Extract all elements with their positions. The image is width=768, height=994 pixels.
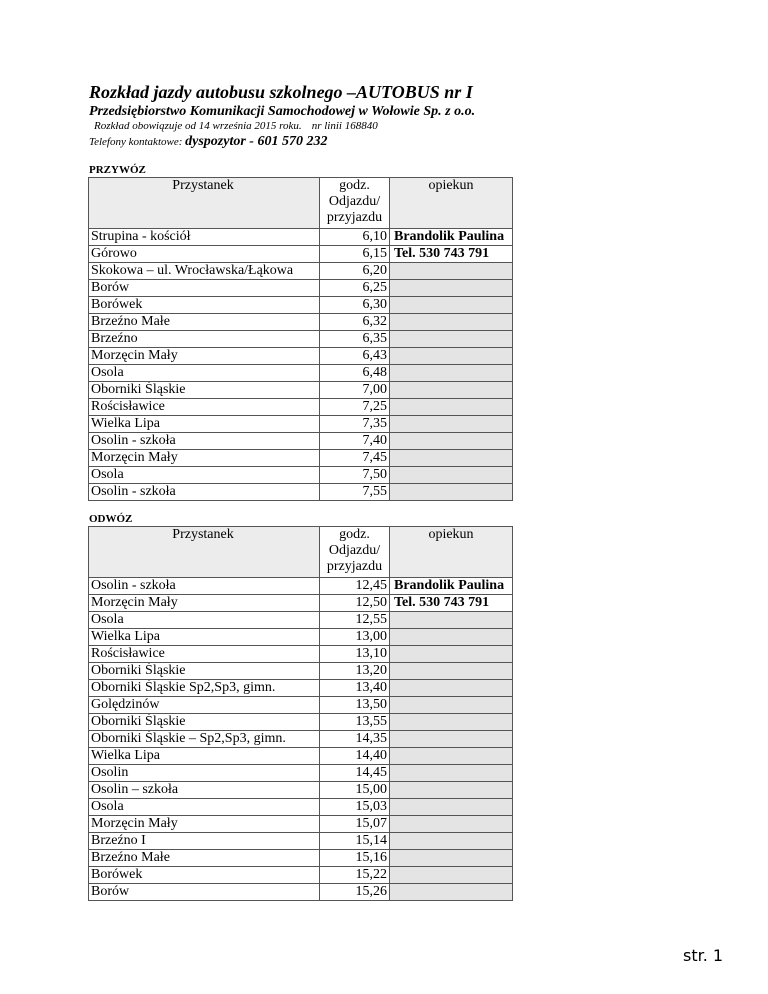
- stop-name: Strupina - kościół: [89, 229, 320, 246]
- departure-time: 15,14: [320, 833, 390, 850]
- section-label-odwoz: ODWÓZ: [89, 513, 133, 525]
- departure-time: 7,35: [320, 416, 390, 433]
- stop-name: Osolin - szkoła: [89, 433, 320, 450]
- stop-name: Osola: [89, 467, 320, 484]
- stop-name: Rościsławice: [89, 399, 320, 416]
- table-row: [89, 246, 513, 263]
- column-header-time-line: godz.: [339, 527, 370, 542]
- attendant-cell-empty: [390, 348, 513, 365]
- table-row: [89, 297, 513, 314]
- attendant-cell-empty: [390, 314, 513, 331]
- departure-time: 6,20: [320, 263, 390, 280]
- attendant-cell-empty: [390, 263, 513, 280]
- table-row: [89, 646, 513, 663]
- attendant-cell-empty: [390, 782, 513, 799]
- table-row: [89, 782, 513, 799]
- table-row: [89, 884, 513, 901]
- attendant-cell-empty: [390, 833, 513, 850]
- table-row: [89, 680, 513, 697]
- departure-time: 13,20: [320, 663, 390, 680]
- table-row: [89, 731, 513, 748]
- attendant-cell-empty: [390, 884, 513, 901]
- stop-name: Morzęcin Mały: [89, 348, 320, 365]
- stop-name: Brzeźno: [89, 331, 320, 348]
- table-row: [89, 595, 513, 612]
- attendant-cell-empty: [390, 467, 513, 484]
- stop-name: Brzeźno Małe: [89, 314, 320, 331]
- table-row: [89, 816, 513, 833]
- column-header-attendant: opiekun: [390, 178, 513, 229]
- table-row: [89, 280, 513, 297]
- stop-name: Oborniki Śląskie – Sp2,Sp3, gimn.: [89, 731, 320, 748]
- stop-name: Osolin – szkoła: [89, 782, 320, 799]
- table-row: [89, 229, 513, 246]
- table-row: [89, 663, 513, 680]
- table-row: [89, 484, 513, 501]
- attendant-cell-empty: [390, 297, 513, 314]
- column-header-stop: Przystanek: [89, 527, 320, 578]
- stop-name: Oborniki Śląskie: [89, 714, 320, 731]
- page-number: str. 1: [683, 946, 724, 965]
- attendant-cell-empty: [390, 765, 513, 782]
- departure-time: 15,16: [320, 850, 390, 867]
- table-row: [89, 612, 513, 629]
- stop-name: Osola: [89, 365, 320, 382]
- column-header-time-line: przyjazdu: [326, 559, 383, 574]
- contact-line: [89, 134, 327, 150]
- table-row: [89, 314, 513, 331]
- attendant-cell-empty: [390, 484, 513, 501]
- table-row: [89, 399, 513, 416]
- departure-time: 12,55: [320, 612, 390, 629]
- departure-time: 15,00: [320, 782, 390, 799]
- table-row: [89, 629, 513, 646]
- stop-name: Morzęcin Mały: [89, 595, 320, 612]
- attendant-cell-empty: [390, 612, 513, 629]
- attendant-cell-empty: [390, 697, 513, 714]
- attendant-phone: Tel. 530 743 791: [390, 246, 513, 263]
- column-header-time-line: Odjazdu/: [328, 543, 381, 558]
- table-row: [89, 365, 513, 382]
- departure-time: 6,25: [320, 280, 390, 297]
- stop-name: Borówek: [89, 297, 320, 314]
- section-label-przywoz: PRZYWÓZ: [89, 164, 146, 176]
- stop-name: Wielka Lipa: [89, 629, 320, 646]
- departure-time: 14,45: [320, 765, 390, 782]
- table-row: [89, 433, 513, 450]
- attendant-cell-empty: [390, 850, 513, 867]
- departure-time: 15,26: [320, 884, 390, 901]
- table-row: [89, 833, 513, 850]
- table-row: [89, 382, 513, 399]
- attendant-cell-empty: [390, 680, 513, 697]
- stop-name: Borów: [89, 884, 320, 901]
- table-row: [89, 331, 513, 348]
- departure-time: 14,40: [320, 748, 390, 765]
- attendant-cell-empty: [390, 382, 513, 399]
- attendant-name: Brandolik Paulina: [390, 229, 513, 246]
- dispatcher-phone: dyspozytor - 601 570 232: [185, 134, 328, 149]
- table-row: [89, 263, 513, 280]
- table-row: [89, 799, 513, 816]
- table-row: [89, 850, 513, 867]
- attendant-cell-empty: [390, 748, 513, 765]
- attendant-cell-empty: [390, 399, 513, 416]
- column-header-time-line: przyjazdu: [326, 210, 383, 225]
- table-row: [89, 765, 513, 782]
- company-name: Przedsiębiorstwo Komunikacji Samochodowej w Wołowie Sp. z o.o.: [89, 104, 476, 119]
- stop-name: Osolin: [89, 765, 320, 782]
- attendant-cell-empty: [390, 433, 513, 450]
- stop-name: Borówek: [89, 867, 320, 884]
- validity-line: [94, 120, 378, 132]
- departure-time: 12,50: [320, 595, 390, 612]
- timetable-przywoz: [88, 177, 513, 501]
- table-row: [89, 348, 513, 365]
- attendant-cell-empty: [390, 663, 513, 680]
- stop-name: Skokowa – ul. Wrocławska/Łąkowa: [89, 263, 320, 280]
- attendant-cell-empty: [390, 280, 513, 297]
- stop-name: Osola: [89, 799, 320, 816]
- attendant-cell-empty: [390, 646, 513, 663]
- header-row: [89, 527, 513, 578]
- document-title: Rozkład jazdy autobusu szkolnego –AUTOBUS nr I: [89, 82, 473, 102]
- attendant-cell-empty: [390, 450, 513, 467]
- departure-time: 6,15: [320, 246, 390, 263]
- attendant-cell-empty: [390, 731, 513, 748]
- attendant-cell-empty: [390, 714, 513, 731]
- stop-name: Brzeźno Małe: [89, 850, 320, 867]
- table-row: [89, 697, 513, 714]
- stop-name: Osola: [89, 612, 320, 629]
- departure-time: 6,32: [320, 314, 390, 331]
- departure-time: 6,10: [320, 229, 390, 246]
- stop-name: Wielka Lipa: [89, 748, 320, 765]
- stop-name: Oborniki Śląskie: [89, 382, 320, 399]
- attendant-cell-empty: [390, 365, 513, 382]
- departure-time: 13,00: [320, 629, 390, 646]
- stop-name: Oborniki Śląskie Sp2,Sp3, gimn.: [89, 680, 320, 697]
- contact-label: Telefony kontaktowe:: [89, 136, 183, 148]
- departure-time: 7,55: [320, 484, 390, 501]
- departure-time: 15,03: [320, 799, 390, 816]
- stop-name: Borów: [89, 280, 320, 297]
- table-row: [89, 867, 513, 884]
- departure-time: 6,48: [320, 365, 390, 382]
- table-row: [89, 748, 513, 765]
- stop-name: Oborniki Śląskie: [89, 663, 320, 680]
- attendant-cell-empty: [390, 816, 513, 833]
- timetable-odwoz: [88, 526, 513, 901]
- stop-name: Morzęcin Mały: [89, 816, 320, 833]
- table-row: [89, 467, 513, 484]
- departure-time: 7,00: [320, 382, 390, 399]
- column-header-time: [320, 178, 390, 229]
- departure-time: 7,40: [320, 433, 390, 450]
- departure-time: 6,35: [320, 331, 390, 348]
- column-header-time-line: Odjazdu/: [328, 194, 381, 209]
- stop-name: Osolin - szkoła: [89, 484, 320, 501]
- line-number: nr linii 168840: [311, 120, 378, 132]
- stop-name: Górowo: [89, 246, 320, 263]
- column-header-time: [320, 527, 390, 578]
- departure-time: 7,25: [320, 399, 390, 416]
- column-header-attendant: opiekun: [390, 527, 513, 578]
- departure-time: 6,43: [320, 348, 390, 365]
- attendant-name: Brandolik Paulina: [390, 578, 513, 595]
- departure-time: 7,50: [320, 467, 390, 484]
- stop-name: Brzeźno I: [89, 833, 320, 850]
- departure-time: 12,45: [320, 578, 390, 595]
- stop-name: Morzęcin Mały: [89, 450, 320, 467]
- attendant-cell-empty: [390, 331, 513, 348]
- attendant-cell-empty: [390, 416, 513, 433]
- departure-time: 15,22: [320, 867, 390, 884]
- stop-name: Osolin - szkoła: [89, 578, 320, 595]
- departure-time: 13,50: [320, 697, 390, 714]
- departure-time: 15,07: [320, 816, 390, 833]
- attendant-cell-empty: [390, 867, 513, 884]
- departure-time: 6,30: [320, 297, 390, 314]
- departure-time: 14,35: [320, 731, 390, 748]
- header-row: [89, 178, 513, 229]
- column-header-time-line: godz.: [339, 178, 370, 193]
- attendant-phone: Tel. 530 743 791: [390, 595, 513, 612]
- column-header-stop: Przystanek: [89, 178, 320, 229]
- attendant-cell-empty: [390, 799, 513, 816]
- stop-name: Rościsławice: [89, 646, 320, 663]
- departure-time: 13,55: [320, 714, 390, 731]
- validity-text: Rozkład obowiązuje od 14 września 2015 roku.: [94, 120, 302, 132]
- departure-time: 7,45: [320, 450, 390, 467]
- departure-time: 13,40: [320, 680, 390, 697]
- table-row: [89, 450, 513, 467]
- table-row: [89, 416, 513, 433]
- stop-name: Wielka Lipa: [89, 416, 320, 433]
- table-row: [89, 714, 513, 731]
- stop-name: Golędzinów: [89, 697, 320, 714]
- departure-time: 13,10: [320, 646, 390, 663]
- table-row: [89, 578, 513, 595]
- attendant-cell-empty: [390, 629, 513, 646]
